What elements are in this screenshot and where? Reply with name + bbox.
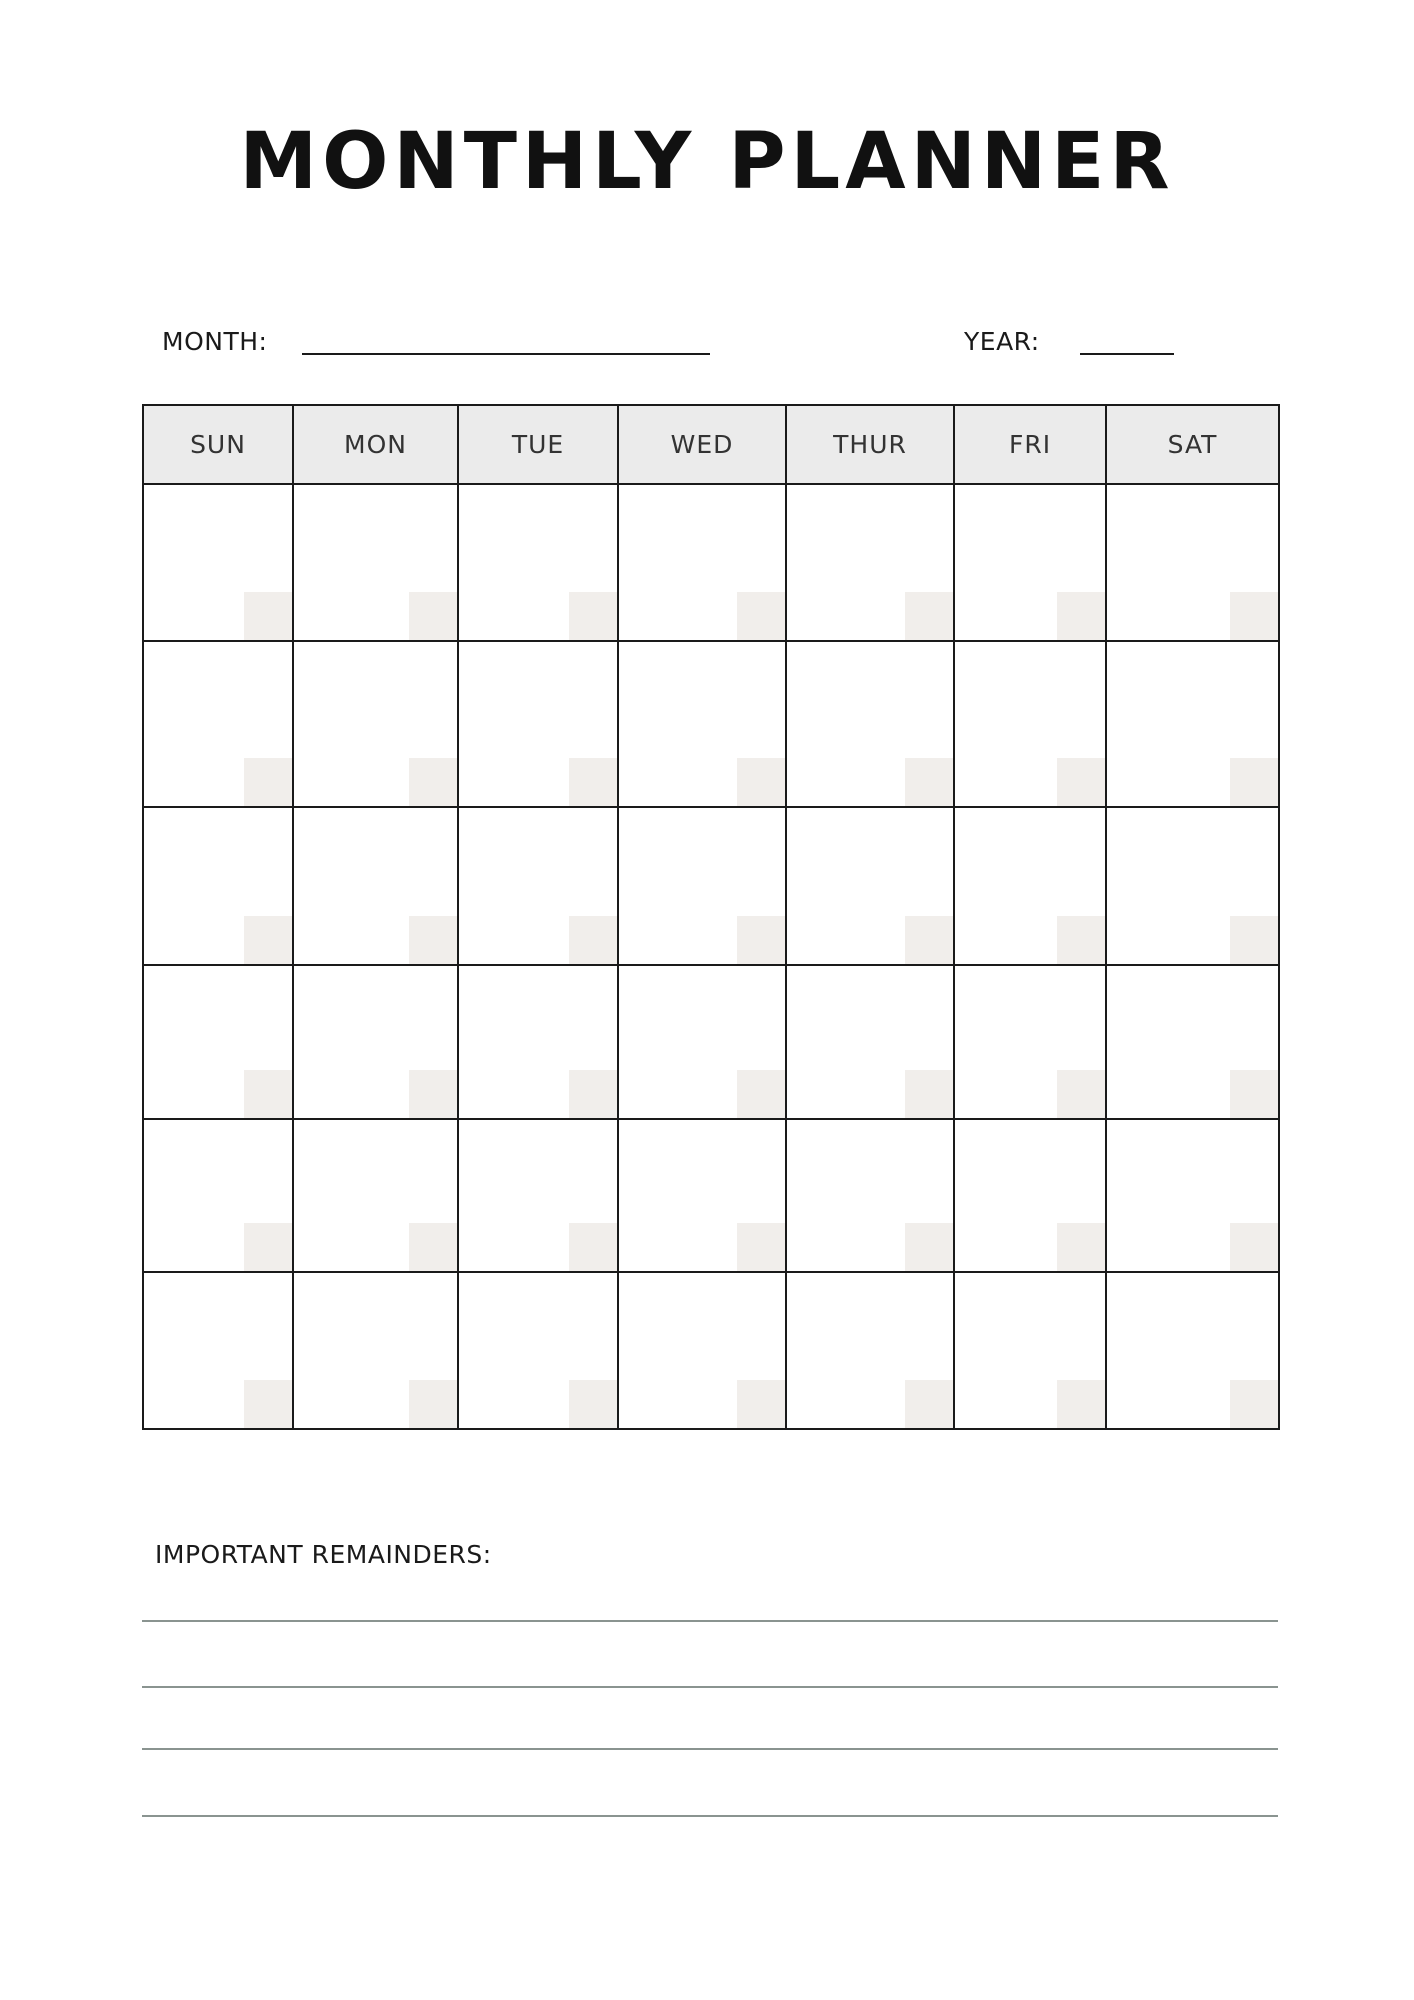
day-cell[interactable] <box>293 1119 458 1272</box>
day-cell[interactable] <box>458 484 618 641</box>
date-number-box[interactable] <box>409 758 457 806</box>
reminders-label: IMPORTANT REMAINDERS: <box>155 1540 492 1569</box>
day-cell[interactable] <box>1106 965 1279 1119</box>
date-number-box[interactable] <box>244 592 292 640</box>
date-number-box[interactable] <box>1057 758 1105 806</box>
week-row <box>143 1272 1279 1429</box>
day-header-fri: FRI <box>954 405 1106 484</box>
day-cell[interactable] <box>1106 807 1279 965</box>
date-number-box[interactable] <box>905 916 953 964</box>
date-number-box[interactable] <box>409 1070 457 1118</box>
day-header-mon: MON <box>293 405 458 484</box>
date-number-box[interactable] <box>1057 916 1105 964</box>
date-number-box[interactable] <box>409 916 457 964</box>
day-cell[interactable] <box>458 807 618 965</box>
date-number-box[interactable] <box>244 916 292 964</box>
calendar-grid <box>142 404 1280 1430</box>
day-cell[interactable] <box>618 1272 786 1429</box>
date-number-box[interactable] <box>244 1223 292 1271</box>
week-row <box>143 484 1279 641</box>
date-number-box[interactable] <box>409 1223 457 1271</box>
day-cell[interactable] <box>143 1119 293 1272</box>
date-number-box[interactable] <box>737 1380 785 1428</box>
day-cell[interactable] <box>458 1119 618 1272</box>
date-number-box[interactable] <box>1057 1070 1105 1118</box>
date-number-box[interactable] <box>737 916 785 964</box>
week-row <box>143 1119 1279 1272</box>
date-number-box[interactable] <box>905 1223 953 1271</box>
date-number-box[interactable] <box>737 758 785 806</box>
year-label: YEAR: <box>964 327 1040 356</box>
date-number-box[interactable] <box>1057 1380 1105 1428</box>
day-header-sat: SAT <box>1106 405 1279 484</box>
week-row <box>143 965 1279 1119</box>
date-number-box[interactable] <box>1230 592 1278 640</box>
day-cell[interactable] <box>954 807 1106 965</box>
date-number-box[interactable] <box>244 1380 292 1428</box>
date-number-box[interactable] <box>1230 916 1278 964</box>
day-cell[interactable] <box>1106 641 1279 807</box>
date-number-box[interactable] <box>409 592 457 640</box>
day-cell[interactable] <box>786 641 954 807</box>
date-number-box[interactable] <box>905 758 953 806</box>
date-number-box[interactable] <box>905 592 953 640</box>
day-cell[interactable] <box>143 484 293 641</box>
day-cell[interactable] <box>293 1272 458 1429</box>
date-number-box[interactable] <box>737 592 785 640</box>
day-cell[interactable] <box>618 807 786 965</box>
date-number-box[interactable] <box>1230 1223 1278 1271</box>
date-number-box[interactable] <box>569 916 617 964</box>
day-cell[interactable] <box>293 807 458 965</box>
day-cell[interactable] <box>618 641 786 807</box>
day-cell[interactable] <box>143 807 293 965</box>
date-number-box[interactable] <box>1057 1223 1105 1271</box>
date-number-box[interactable] <box>905 1380 953 1428</box>
month-label: MONTH: <box>162 327 268 356</box>
day-cell[interactable] <box>458 641 618 807</box>
date-number-box[interactable] <box>905 1070 953 1118</box>
day-cell[interactable] <box>786 1119 954 1272</box>
week-row <box>143 641 1279 807</box>
page-title: MONTHLY PLANNER <box>239 117 1175 207</box>
day-cell[interactable] <box>143 641 293 807</box>
day-cell[interactable] <box>1106 1119 1279 1272</box>
day-cell[interactable] <box>786 965 954 1119</box>
date-number-box[interactable] <box>1230 1380 1278 1428</box>
date-number-box[interactable] <box>737 1070 785 1118</box>
day-cell[interactable] <box>458 965 618 1119</box>
day-cell[interactable] <box>458 1272 618 1429</box>
day-cell[interactable] <box>954 484 1106 641</box>
day-cell[interactable] <box>618 965 786 1119</box>
date-number-box[interactable] <box>1230 758 1278 806</box>
day-cell[interactable] <box>1106 484 1279 641</box>
day-cell[interactable] <box>618 1119 786 1272</box>
reminder-line[interactable] <box>142 1620 1278 1622</box>
day-cell[interactable] <box>618 484 786 641</box>
month-field[interactable] <box>302 353 710 355</box>
day-cell[interactable] <box>293 484 458 641</box>
reminder-line[interactable] <box>142 1686 1278 1688</box>
weekday-header-row <box>143 405 1279 484</box>
day-cell[interactable] <box>143 965 293 1119</box>
day-cell[interactable] <box>786 484 954 641</box>
day-cell[interactable] <box>786 1272 954 1429</box>
reminder-line[interactable] <box>142 1815 1278 1817</box>
date-number-box[interactable] <box>1057 592 1105 640</box>
date-number-box[interactable] <box>569 1223 617 1271</box>
date-number-box[interactable] <box>569 758 617 806</box>
day-cell[interactable] <box>293 641 458 807</box>
day-header-sun: SUN <box>143 405 293 484</box>
date-number-box[interactable] <box>409 1380 457 1428</box>
day-cell[interactable] <box>786 807 954 965</box>
day-cell[interactable] <box>1106 1272 1279 1429</box>
day-header-wed: WED <box>618 405 786 484</box>
date-number-box[interactable] <box>569 592 617 640</box>
day-cell[interactable] <box>293 965 458 1119</box>
date-number-box[interactable] <box>569 1380 617 1428</box>
day-cell[interactable] <box>954 641 1106 807</box>
date-number-box[interactable] <box>244 1070 292 1118</box>
day-cell[interactable] <box>954 1272 1106 1429</box>
day-cell[interactable] <box>954 965 1106 1119</box>
year-field[interactable] <box>1080 353 1174 355</box>
day-header-thur: THUR <box>786 405 954 484</box>
date-number-box[interactable] <box>737 1223 785 1271</box>
day-cell[interactable] <box>143 1272 293 1429</box>
date-number-box[interactable] <box>569 1070 617 1118</box>
week-row <box>143 807 1279 965</box>
reminder-line[interactable] <box>142 1748 1278 1750</box>
date-number-box[interactable] <box>1230 1070 1278 1118</box>
date-number-box[interactable] <box>244 758 292 806</box>
day-header-tue: TUE <box>458 405 618 484</box>
day-cell[interactable] <box>954 1119 1106 1272</box>
